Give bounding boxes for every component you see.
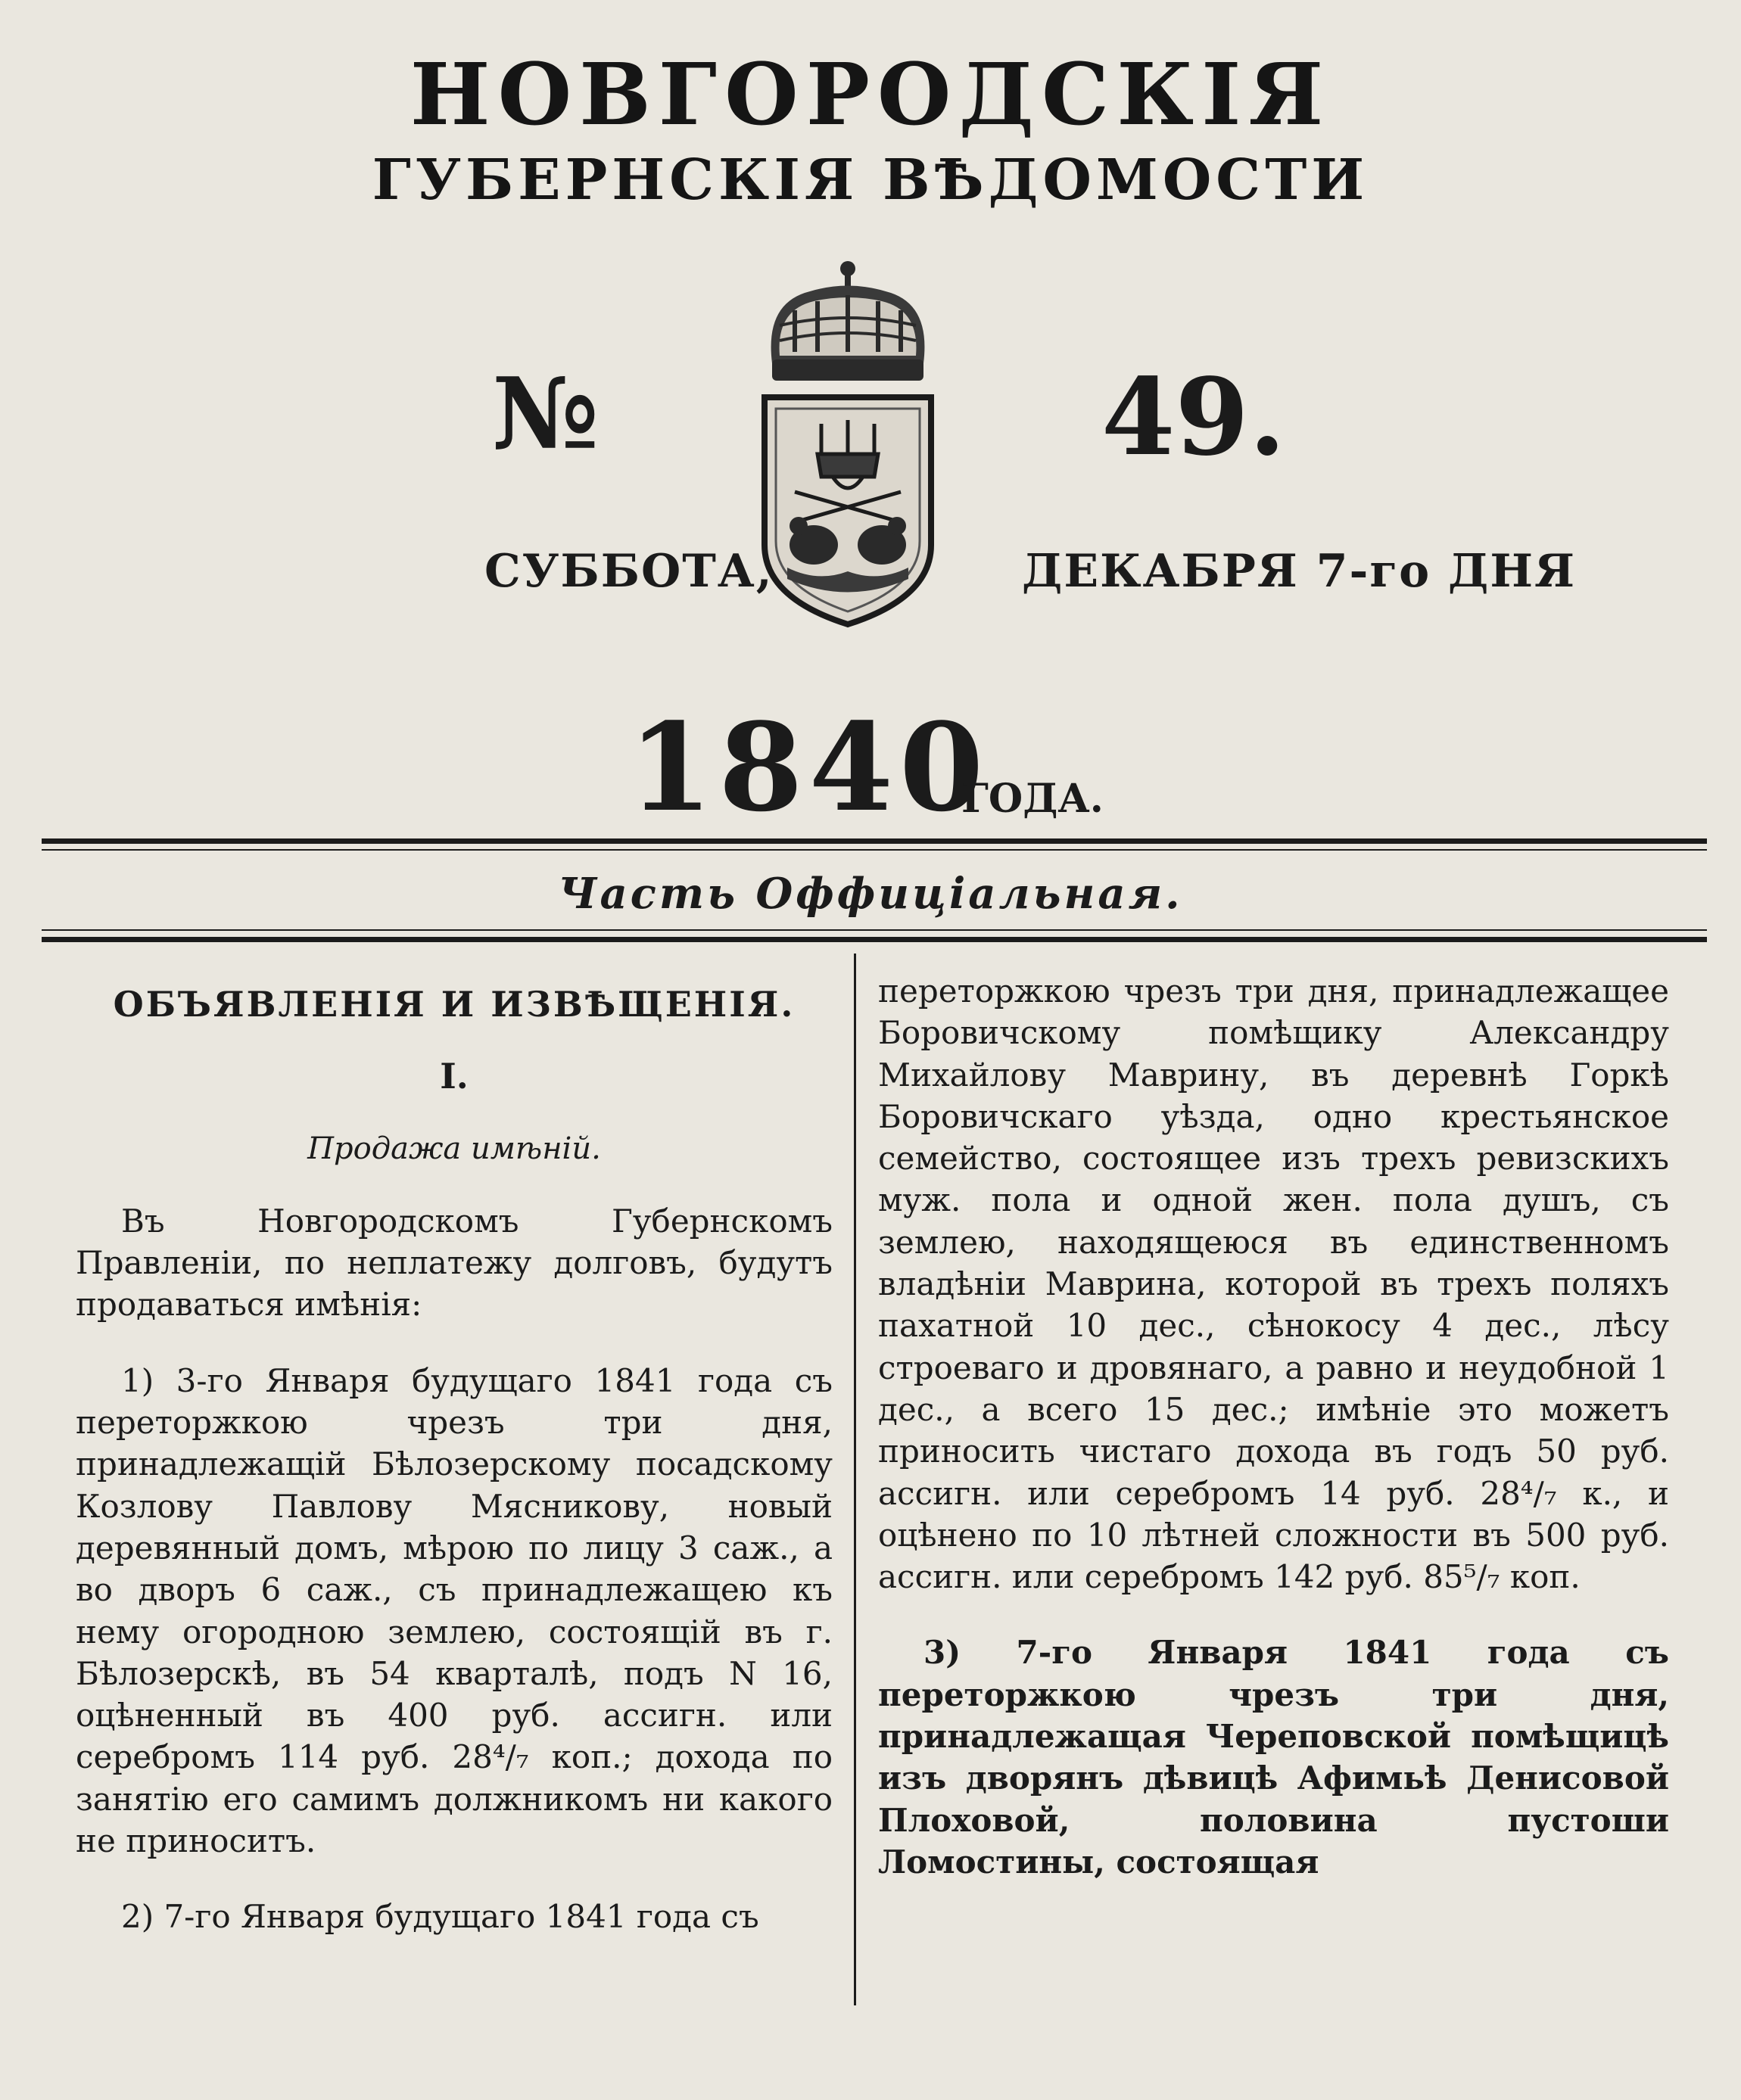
subheading: Продажа имѣній. xyxy=(307,1131,601,1166)
number-sign: № xyxy=(492,356,600,471)
item-paragraph: 1) 3-го Января будущаго 1841 года съ переторжкою чрезъ три дня, принадлежащій Бѣлозерскому посадскому Козлову Павлову Мясникову, новый деревянный домъ, мѣрою по лицу 3 саж., а во дворъ 6 саж., съ принадлежащею къ нему огородною землею, состоящій въ г. Бѣлозерскѣ, въ 54 кварталѣ, подъ N 16, оцѣненный въ 400 руб. ассигн. или серебромъ 114 руб. 28⁴/₇ коп.; дохода по занятію его самимъ должникомъ ни какого не приноситъ. xyxy=(76,1361,833,1860)
rule-divider xyxy=(42,929,1707,931)
right-column xyxy=(878,970,1669,1883)
item-paragraph: 3) 7-го Января 1841 года съ переторжкою чрезъ три дня, принадлежащая Череповской помѣщицѣ изъ дворянъ дѣвицѣ Афимьѣ Денисовой Плоховой, половина пустоши Ломостины, состоящая xyxy=(878,1634,1669,1881)
masthead-title: НОВГОРОДСКІЯ xyxy=(410,45,1331,145)
issue-number: 49. xyxy=(1101,356,1286,480)
issue-year: 1840 xyxy=(628,696,990,838)
issue-date: ДЕКАБРЯ 7-го ДНЯ xyxy=(1022,545,1576,598)
issue-year-suffix: ГОДА. xyxy=(961,776,1104,822)
coat-of-arms-icon xyxy=(749,250,946,628)
item-paragraph: 2) 7-го Января будущаго 1841 года съ xyxy=(121,1898,759,1936)
announcements-heading: ОБЪЯВЛЕНІЯ И ИЗВѢЩЕНІЯ. xyxy=(113,984,796,1025)
section-title: Часть Оффиціальная. xyxy=(558,869,1183,919)
rule-divider xyxy=(42,849,1707,851)
column-divider xyxy=(854,954,856,2005)
item-paragraph: переторжкою чрезъ три дня, принадлежащее Боровичскому помѣщику Александру Михайлову Маврину, въ деревнѣ Горкѣ Боровичскаго уѣзда, одно крестьянское семейство, состоящее изъ трехъ ревизскихъ муж. пола и одной жен. пола душъ, съ землею, находящеюся въ единственномъ владѣніи Маврина, которой въ трехъ поляхъ пахатной 10 дес., сѣнокосу 4 дес., лѣсу строеваго и дровянаго, а равно и неудобной 1 дес., а всего 15 дес.; имѣніе это можетъ приносить чистаго дохода въ годъ 50 руб. ассигн. или серебромъ 14 руб. 28⁴/₇ к., и оцѣнено по 10 лѣтней сложности въ 500 руб. ассигн. или серебромъ 142 руб. 85⁵/₇ коп. xyxy=(878,972,1669,1596)
rule-divider xyxy=(42,937,1707,942)
weekday: СУББОТА, xyxy=(484,545,774,598)
left-column xyxy=(76,969,833,1938)
intro-paragraph: Въ Новгородскомъ Губернскомъ Правленіи, по неплатежу долговъ, будутъ продаваться имѣнія: xyxy=(76,1202,833,1324)
masthead-subtitle: ГУБЕРНСКІЯ ВѢДОМОСТИ xyxy=(372,148,1369,213)
section-number: I. xyxy=(440,1056,469,1097)
rule-divider xyxy=(42,838,1707,844)
